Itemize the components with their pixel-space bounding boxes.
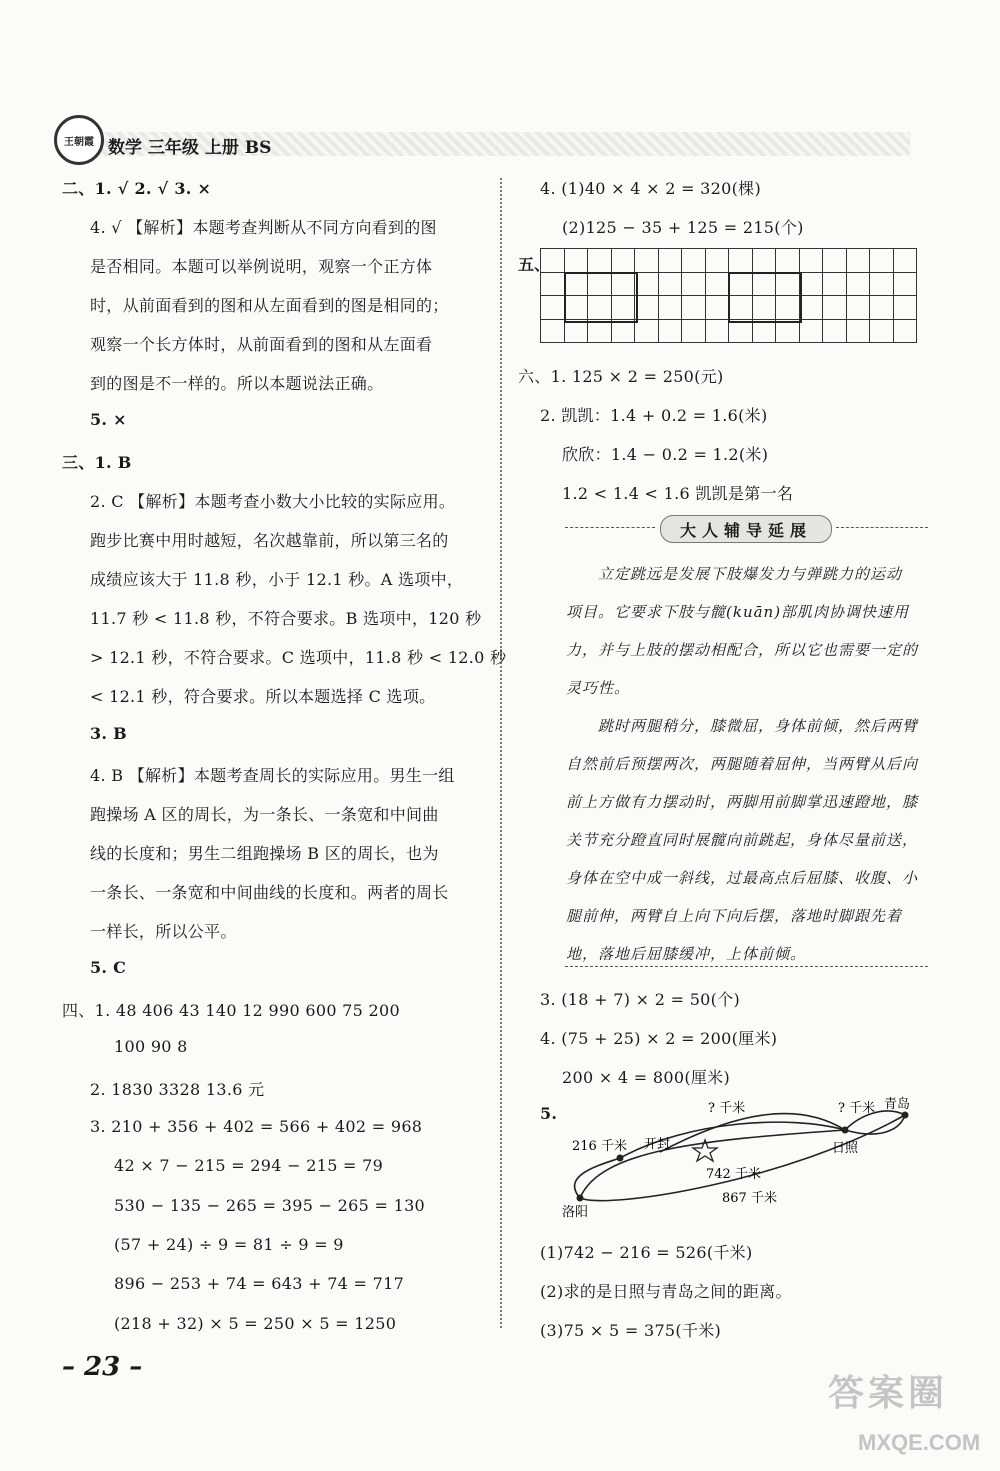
- answer-s3-q2-line: 成绩应该大于 11.8 秒，小于 12.1 秒。A 选项中，: [90, 570, 464, 589]
- extension-text-line: 项目。它要求下肢与髋(kuān)部肌肉协调快速用: [566, 603, 910, 621]
- answer-s2-q4-line: 到的图是不一样的。所以本题说法正确。: [90, 374, 384, 393]
- answer-s4-q3-line: 896 − 253 + 74 = 643 + 74 = 717: [114, 1274, 405, 1293]
- answer-s3-q2-line: 11.7 秒 < 11.8 秒，不符合要求。B 选项中，120 秒: [90, 609, 482, 628]
- grid-cell: [894, 320, 918, 344]
- map-label-qingdao: 青岛: [884, 1097, 911, 1112]
- brand-logo-icon: [54, 115, 104, 165]
- answer-s6-q2-line: 2. 凯凯：1.4 + 0.2 = 1.6(米): [540, 406, 768, 425]
- grid-cell: [729, 320, 753, 344]
- grid-cell: [541, 273, 565, 297]
- grid-cell: [706, 249, 730, 273]
- extension-title: 大人辅导延展: [660, 515, 832, 543]
- answer-s3-q4-line: 跑操场 A 区的周长，为一条长、一条宽和中间曲: [90, 805, 439, 824]
- grid-cell: [612, 320, 636, 344]
- city-dot-qingdao: [902, 1112, 909, 1119]
- grid-cell: [870, 249, 894, 273]
- answer-s3-q4-line: 一样长，所以公平。: [90, 922, 237, 941]
- watermark-logo: 答案圈: [828, 1372, 949, 1414]
- extension-text-line: 跳时两腿稍分，膝微屈，身体前倾，然后两臂: [598, 717, 919, 735]
- grid-cell: [588, 320, 612, 344]
- route-map-diagram: [540, 1090, 930, 1220]
- grid-cell: [847, 249, 871, 273]
- extension-text-line: 自然前后预摆两次，两腿随着屈伸，当两臂从后向: [566, 755, 919, 773]
- grid-cell: [847, 273, 871, 297]
- answer-s4-q3-line: (57 + 24) ÷ 9 = 81 ÷ 9 = 9: [114, 1235, 344, 1254]
- answer-s3-q2-line: < 12.1 秒，符合要求。所以本题选择 C 选项。: [90, 687, 436, 706]
- answer-s6-q4-line: 200 × 4 = 800(厘米): [562, 1068, 730, 1087]
- answer-s4-q2: 2. 1830 3328 13.6 元: [90, 1080, 265, 1099]
- city-dot-rizhao: [842, 1127, 849, 1134]
- section-5-label: 五、: [518, 255, 551, 274]
- grid-cell: [565, 249, 589, 273]
- extension-text-line: 腿前伸，两臂自上向下向后摆，落地时脚跟先着: [566, 907, 903, 925]
- extension-rule-bottom: [565, 966, 928, 967]
- grid-cell: [706, 296, 730, 320]
- grid-cell: [894, 296, 918, 320]
- column-divider: [500, 178, 502, 1328]
- extension-text-line: 力，并与上肢的摆动相配合，所以它也需要一定的: [566, 641, 919, 659]
- answer-s3-q3: 3. B: [90, 724, 127, 743]
- watermark-url: MXQE.COM: [858, 1430, 981, 1455]
- map-label-luoyang: 洛阳: [562, 1205, 589, 1220]
- grid-cell: [729, 249, 753, 273]
- answer-s6-q1: 六、1. 125 × 2 = 250(元): [518, 367, 724, 386]
- answer-s6-q5-line: (3)75 × 5 = 375(千米): [540, 1321, 722, 1340]
- grid-cell: [847, 296, 871, 320]
- drawn-rectangle: [728, 272, 802, 323]
- grid-cell: [800, 296, 824, 320]
- grid-cell: [659, 320, 683, 344]
- grid-cell: [635, 296, 659, 320]
- grid-cell: [870, 320, 894, 344]
- map-label-867: 867 千米: [722, 1191, 777, 1206]
- answer-s2-q4-line: 是否相同。本题可以举例说明，观察一个正方体: [90, 257, 433, 276]
- map-label-rizhao: 日照: [832, 1141, 859, 1156]
- grid-cell: [823, 320, 847, 344]
- grid-cell: [635, 320, 659, 344]
- grid-cell: [588, 249, 612, 273]
- drawn-square: [564, 272, 638, 323]
- grid-cell: [894, 249, 918, 273]
- extension-text-line: 地，落地后屈膝缓冲，上体前倾。: [566, 945, 807, 963]
- grid-cell: [847, 320, 871, 344]
- answer-s6-q3: 3. (18 + 7) × 2 = 50(个): [540, 990, 741, 1009]
- grid-cell: [682, 296, 706, 320]
- grid-cell: [800, 273, 824, 297]
- grid-cell: [682, 273, 706, 297]
- grid-cell: [776, 249, 800, 273]
- grid-cell: [706, 273, 730, 297]
- answer-s6-q2-line: 欣欣：1.4 − 0.2 = 1.2(米): [562, 445, 769, 464]
- grid-cell: [635, 273, 659, 297]
- grid-cell: [776, 320, 800, 344]
- answer-s2-q4-line: 4. √ 【解析】本题考查判断从不同方向看到的图: [90, 218, 437, 237]
- answer-s6-q2-line: 1.2 < 1.4 < 1.6 凯凯是第一名: [562, 484, 794, 503]
- answer-s3-q4-line: 一条长、一条宽和中间曲线的长度和。两者的周长: [90, 883, 449, 902]
- answer-s4-q3-line: 3. 210 + 356 + 402 = 566 + 402 = 968: [90, 1117, 423, 1136]
- answer-s6-q4-line: 4. (75 + 25) × 2 = 200(厘米): [540, 1029, 778, 1048]
- answer-s3-q1: 三、1. B: [62, 453, 132, 472]
- answer-s4-q4-line: 4. (1)40 × 4 × 2 = 320(棵): [540, 179, 761, 198]
- grid-cell: [800, 249, 824, 273]
- answer-s2-q4-line: 时，从前面看到的图和从左面看到的图是相同的；: [90, 296, 449, 315]
- answer-s4-q1-line: 100 90 8: [114, 1037, 188, 1056]
- map-label-216: 216 千米: [572, 1139, 627, 1154]
- grid-cell: [753, 320, 777, 344]
- extension-text-line: 灵巧性。: [566, 679, 631, 697]
- extension-text-line: 关节充分蹬直同时展髋向前跳起，身体尽量前送，: [566, 831, 919, 849]
- answer-s6-q5-line: (2)求的是日照与青岛之间的距离。: [540, 1282, 792, 1301]
- answer-s3-q2-line: > 12.1 秒，不符合要求。C 选项中，11.8 秒 < 12.0 秒: [90, 648, 507, 667]
- page-number: – 23 –: [62, 1352, 143, 1382]
- city-dot-kaifeng: [617, 1155, 624, 1162]
- grid-cell: [659, 296, 683, 320]
- grid-cell: [541, 320, 565, 344]
- grid-cell: [823, 273, 847, 297]
- grid-cell: [706, 320, 730, 344]
- answer-s3-q4-line: 4. B 【解析】本题考查周长的实际应用。男生一组: [90, 766, 455, 785]
- answer-s3-q5: 5. C: [90, 958, 127, 977]
- extension-text-line: 身体在空中成一斜线，过最高点后屈膝、收腹、小: [566, 869, 919, 887]
- city-dot-luoyang: [577, 1195, 584, 1202]
- grid-cell: [635, 249, 659, 273]
- answer-s2-q1-3: 二、1. √ 2. √ 3. ×: [62, 179, 212, 198]
- grid-cell: [541, 249, 565, 273]
- answer-s3-q4-line: 线的长度和；男生二组跑操场 B 区的周长，也为: [90, 844, 439, 863]
- grid-cell: [659, 249, 683, 273]
- answer-s3-q2-line: 跑步比赛中用时越短，名次越靠前，所以第三名的: [90, 531, 449, 550]
- grid-cell: [870, 273, 894, 297]
- route-luoyang-qingdao: [580, 1115, 905, 1201]
- grid-cell: [682, 320, 706, 344]
- page-title: 数学 三年级 上册 BS: [108, 138, 272, 158]
- answer-s6-q5-line: (1)742 − 216 = 526(千米): [540, 1243, 753, 1262]
- grid-cell: [541, 296, 565, 320]
- grid-cell: [800, 320, 824, 344]
- grid-cell: [659, 273, 683, 297]
- answer-s6-q5-label: 5.: [540, 1104, 558, 1123]
- map-label-742: 742 千米: [706, 1167, 761, 1182]
- extension-rule-right: [836, 527, 928, 528]
- answer-s4-q3-line: 42 × 7 − 215 = 294 − 215 = 79: [114, 1156, 384, 1175]
- answer-s2-q4-line: 观察一个长方体时，从前面看到的图和从左面看: [90, 335, 433, 354]
- grid-cell: [612, 249, 636, 273]
- answer-s3-q2-line: 2. C 【解析】本题考查小数大小比较的实际应用。: [90, 492, 456, 511]
- extension-text-line: 立定跳远是发展下肢爆发力与弹跳力的运动: [598, 565, 903, 583]
- grid-cell: [682, 249, 706, 273]
- answer-s4-q3-line: 530 − 135 − 265 = 395 − 265 = 130: [114, 1196, 426, 1215]
- grid-cell: [894, 273, 918, 297]
- answer-s4-q3-line: (218 + 32) × 5 = 250 × 5 = 1250: [114, 1314, 397, 1333]
- grid-cell: [753, 249, 777, 273]
- map-label-q2: ? 千米: [838, 1101, 876, 1116]
- answer-s2-q5: 5. ×: [90, 410, 127, 429]
- map-label-q1: ? 千米: [708, 1101, 746, 1116]
- grid-cell: [870, 296, 894, 320]
- route-luoyang-kaifeng: [575, 1158, 620, 1198]
- grid-cell: [565, 320, 589, 344]
- grid-cell: [823, 296, 847, 320]
- brand-logo-text: 王朝霞: [64, 136, 94, 148]
- map-label-kaifeng: 开封: [644, 1137, 671, 1152]
- grid-cell: [823, 249, 847, 273]
- extension-text-line: 前上方做有力摆动时，两脚用前脚掌迅速蹬地，膝: [566, 793, 919, 811]
- answer-s4-q1-line: 四、1. 48 406 43 140 12 990 600 75 200: [62, 1001, 400, 1020]
- extension-rule-left: [565, 527, 655, 528]
- answer-s4-q4-line: (2)125 − 35 + 125 = 215(个): [562, 218, 804, 237]
